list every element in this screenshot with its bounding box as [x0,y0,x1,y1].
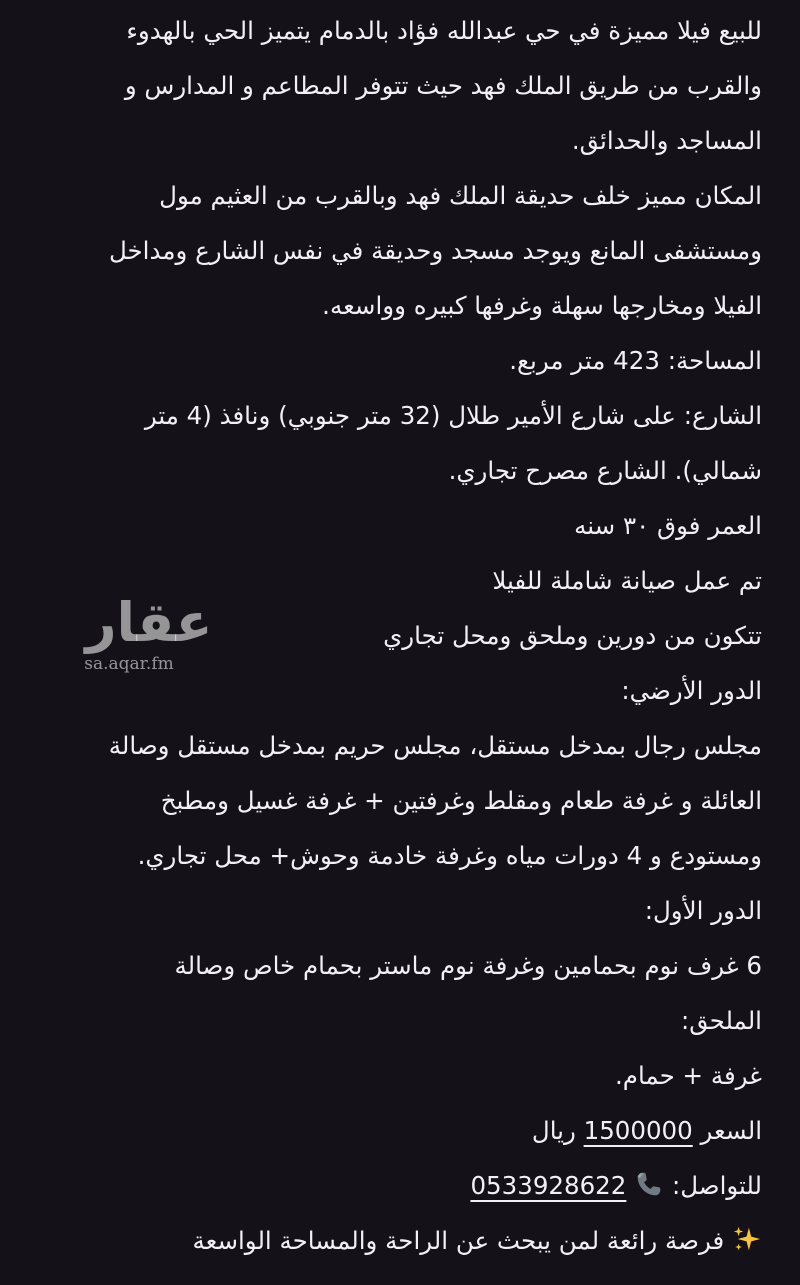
street-line-1: الشارع: على شارع الأمير طلال (32 متر جنوبي) ونافذ (4 متر [144,401,762,430]
description-line-6: الفيلا ومخارجها سهلة وغرفها كبيره وواسعه. [322,291,762,320]
aqar-domain-text: sa.aqar.fm [84,654,174,674]
price-line [22,1103,762,1158]
age-line: العمر فوق ٣٠ سنه [574,511,762,540]
description-line-1: للبيع فيلا مميزة في حي عبدالله فؤاد بالدمام يتميز الحي بالهدوء [126,16,762,45]
listing-description [22,0,762,1268]
contact-label: للتواصل: [671,1171,762,1200]
price-label: السعر [700,1116,762,1145]
aqar-logo-text: عقار [85,591,213,654]
description-line-3: المساجد والحدائق. [571,126,762,155]
telephone-receiver-icon [634,1163,664,1193]
description-line-2: والقرب من طريق الملك فهد حيث تتوفر المطاعم و المدارس و [124,71,762,100]
description-line-4: المكان مميز خلف حديقة الملك فهد وبالقرب من العثيم مول [159,181,762,210]
price-currency: ريال [531,1116,576,1145]
area-line: المساحة: 423 متر مربع. [509,346,762,375]
sparkles-icon [732,1218,762,1248]
closing-text: فرصة رائعة لمن يبحث عن الراحة والمساحة الواسعة [192,1226,725,1255]
first-floor-heading: الدور الأول: [644,896,762,925]
annex-line: غرفة + حمام. [614,1061,762,1090]
ground-floor-line-2: العائلة و غرفة طعام ومقلط وغرفتين + غرفة غسيل ومطبخ [160,786,762,815]
maintenance-line: تم عمل صيانة شاملة للفيلا [492,566,762,595]
price-value-link[interactable]: 1500000 [583,1116,693,1145]
contact-phone-link[interactable]: 0533928622 [470,1171,627,1200]
composition-line: تتكون من دورين وملحق ومحل تجاري [383,621,762,650]
description-line-5: ومستشفى المانع ويوجد مسجد وحديقة في نفس الشارع ومداخل [108,236,762,265]
ground-floor-heading: الدور الأرضي: [621,676,762,705]
contact-line [22,1158,762,1213]
ground-floor-line-1: مجلس رجال بمدخل مستقل، مجلس حريم بمدخل مستقل وصالة [108,731,762,760]
annex-heading: الملحق: [680,1006,762,1035]
closing-line [22,1213,762,1268]
first-floor-line: 6 غرف نوم بحمامين وغرفة نوم ماستر بحمام خاص وصالة [174,951,762,980]
street-line-2: شمالي). الشارع مصرح تجاري. [448,456,762,485]
ground-floor-line-3: ومستودع و 4 دورات مياه وغرفة خادمة وحوش+ محل تجاري. [137,841,762,870]
